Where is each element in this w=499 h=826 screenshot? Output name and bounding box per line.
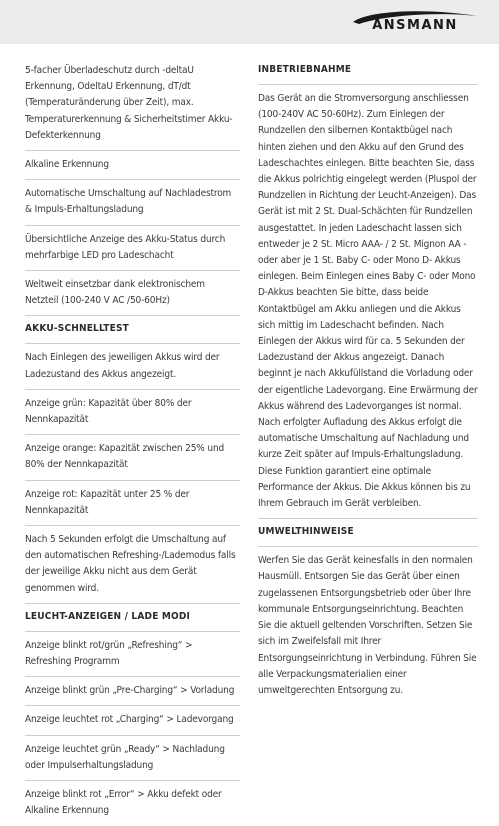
umwelthinweise-text: Werfen Sie das Gerät keinesfalls in den normalen Hausmüll. Entsorgen Sie das Gerät über einen zugelassenen Entsorgungsbetrieb oder über Ihre kommunale Entsorgungseinrichtung. Beachten Sie die aktuell geltenden Vorschriften. Setzen Sie sich im Zweifelsfall mit Ihrer Entsorgungseinrichtung in Verbindung. Führen Sie alle Verpackungsmaterialien einer umweltgerechten Entsorgung zu.	[258, 555, 477, 696]
section-heading-umwelthinweise: UMWELTHINWEISE	[258, 526, 354, 538]
divider	[25, 434, 240, 435]
divider	[25, 525, 240, 526]
divider	[25, 179, 240, 180]
divider	[25, 603, 240, 604]
ansmann-logo-mark	[349, 8, 481, 34]
test-item: Nach 5 Sekunden erfolgt die Umschaltung auf den automatischen Refreshing-/Lademodus falls der jeweilige Akku nicht aus dem Gerät genommen wird.	[25, 534, 236, 594]
divider	[25, 270, 240, 271]
divider	[25, 315, 240, 316]
divider	[25, 631, 240, 632]
feature-item: Automatische Umschaltung auf Nachladestrom & Impuls-Erhaltungsladung	[25, 188, 232, 216]
divider	[25, 676, 240, 677]
divider	[258, 84, 478, 85]
divider	[25, 705, 240, 706]
feature-item: 5-facher Überladeschutz durch -deltaU Erkennung, OdeltaU Erkennung, dT/dt (Temperaturänderung über Zeit), max. Temperaturerkennung & Sicherheitstimer Akku-Defekterkennung	[25, 65, 233, 141]
divider	[25, 389, 240, 390]
divider	[258, 518, 478, 519]
section-heading-inbetriebnahme: INBETRIEBNAHME	[258, 64, 352, 75]
feature-item: Übersichtliche Anzeige des Akku-Status durch mehrfarbige LED pro Ladeschacht	[25, 233, 226, 261]
mode-item: Anzeige leuchtet rot „Charging“ > Ladevorgang	[25, 714, 234, 726]
mode-item: Anzeige blinkt grün „Pre-Charging“ > Vorladung	[25, 685, 235, 697]
feature-item: Alkaline Erkennung	[25, 159, 109, 171]
test-item: Anzeige rot: Kapazität unter 25 % der Nennkapazität	[25, 488, 190, 516]
test-item: Anzeige orange: Kapazität zwischen 25% und 80% der Nennkapazität	[25, 443, 225, 471]
divider	[25, 780, 240, 781]
section-heading-leucht-anzeigen: LEUCHT-ANZEIGEN / LADE MODI	[25, 610, 191, 622]
mode-item: Anzeige blinkt rot/grün „Refreshing“ > Refreshing Programm	[25, 639, 193, 668]
inbetriebnahme-text: Das Gerät an die Stromversorgung anschliessen (100-240V AC 50-60Hz). Zum Einlegen der Rundzellen den silbernen Kontaktbügel nach hinten ziehen und den Akku auf den Grund des Ladeschachtes einlegen. Bitte beachten Sie, dass die Akkus polrichtig eingelegt werden (Pluspol der Rundzellen in Richtung der Leucht-Anzeigen). Das Gerät ist mit 2 St. Dual-Schächten für Rundzellen ausgestattet. In jeden Ladeschacht lassen sich entweder je 2 St. Micro AAA- / 2 St. Mignon AA - oder aber je 1 St. Baby C- oder Mono D- Akkus einlegen. Beim Einlegen eines Baby C- oder Mono D-Akkus beachten Sie bitte, dass beide Kontaktbügel am Akku anliegen und die Akkus sich mittig im Ladeschacht befinden. Nach Einlegen der Akkus wird für ca. 5 Sekunden der Ladezustand der Akkus angezeigt. Danach beginnt je nach Akkufüllstand die Vorladung oder der eigentliche Ladevorgang. Eine Erwärmung der Akkus während des Ladevorganges ist normal. Nach erfolgter Aufladung des Akkus erfolgt die automatische Umschaltung auf Nachladung und kurze Zeit später auf Impuls-Erhaltungsladung. Diese Funktion garantiert eine optimale Performance der Akkus. Die Akkus können bis zu Ihrem Gebrauch im Gerät verbleiben.	[258, 93, 478, 510]
brand-name: ANSMANN	[372, 18, 458, 33]
ansmann-logo	[349, 8, 481, 34]
left-column	[25, 63, 240, 826]
right-column	[258, 63, 478, 705]
header-band	[0, 0, 499, 44]
test-item: Anzeige grün: Kapazität über 80% der Nennkapazität	[25, 397, 192, 426]
divider	[25, 735, 240, 736]
divider	[25, 150, 240, 151]
divider	[258, 546, 478, 547]
divider	[25, 480, 240, 481]
test-item: Nach Einlegen des jeweiligen Akkus wird der Ladezustand des Akkus angezeigt.	[25, 352, 220, 380]
mode-item: Anzeige blinkt rot „Error“ > Akku defekt oder Alkaline Erkennung	[25, 789, 222, 817]
divider	[25, 343, 240, 344]
mode-item: Anzeige leuchtet grün „Ready“ > Nachladung oder Impulserhaltungsladung	[25, 743, 225, 771]
divider	[25, 225, 240, 226]
feature-item: Weltweit einsetzbar dank elektronischem Netzteil (100-240 V AC /50-60Hz)	[25, 279, 205, 307]
section-heading-akku-schnelltest: AKKU-SCHNELLTEST	[25, 323, 129, 335]
